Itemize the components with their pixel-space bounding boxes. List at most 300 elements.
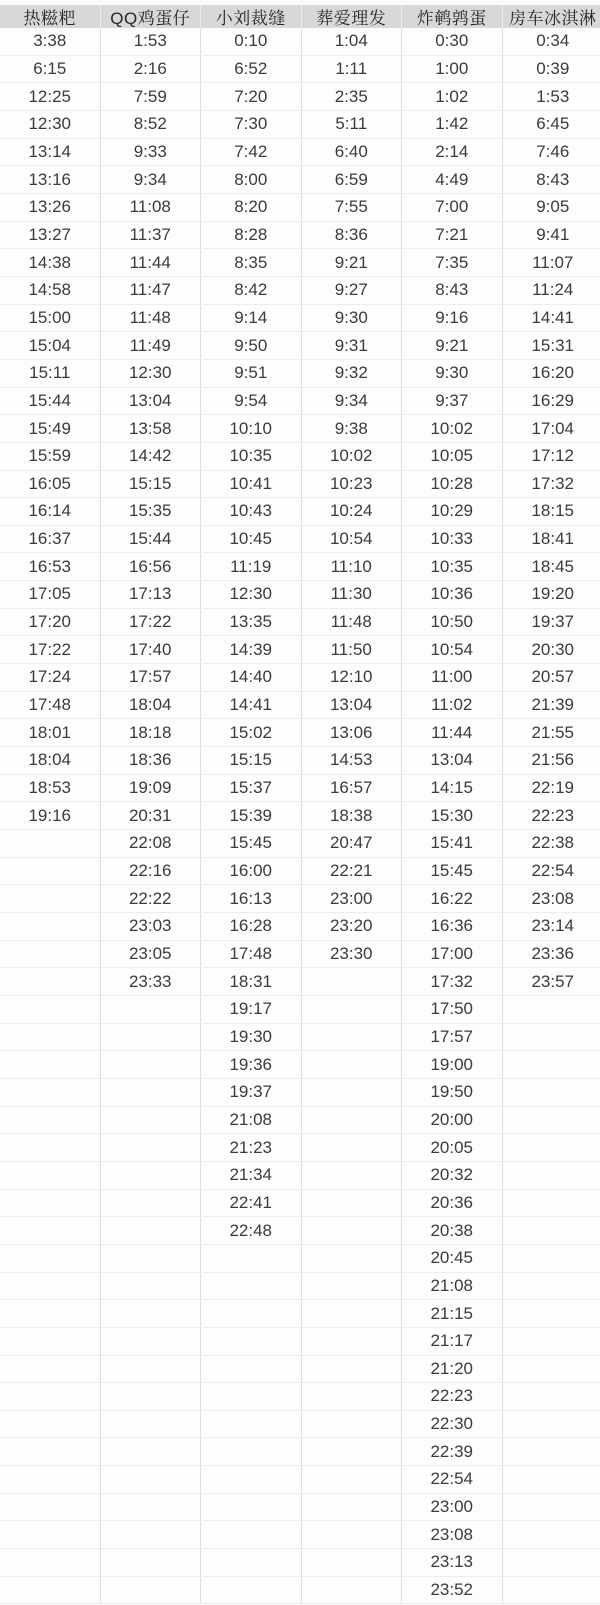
time-cell[interactable] xyxy=(302,1356,403,1383)
time-cell[interactable] xyxy=(101,1107,202,1134)
time-cell[interactable] xyxy=(503,1217,600,1244)
time-cell[interactable]: 17:32 xyxy=(402,968,503,995)
time-cell[interactable]: 19:20 xyxy=(531,584,575,604)
time-cell[interactable] xyxy=(101,1411,202,1438)
time-cell[interactable] xyxy=(302,1162,403,1189)
time-cell[interactable]: 9:50 xyxy=(201,332,302,359)
time-cell[interactable] xyxy=(0,1190,101,1217)
time-cell[interactable]: 22:08 xyxy=(101,830,202,857)
time-cell[interactable]: 7:42 xyxy=(201,139,302,166)
time-cell[interactable]: 12:10 xyxy=(302,664,403,691)
time-cell[interactable] xyxy=(101,1521,202,1548)
time-cell[interactable]: 15:00 xyxy=(0,305,101,332)
time-cell[interactable]: 11:02 xyxy=(402,692,503,719)
time-cell[interactable] xyxy=(503,1245,600,1272)
time-cell[interactable]: 17:57 xyxy=(101,664,202,691)
time-cell[interactable]: 15:59 xyxy=(0,443,101,470)
time-cell[interactable] xyxy=(503,1190,600,1217)
time-cell[interactable] xyxy=(0,1217,101,1244)
time-cell[interactable] xyxy=(0,941,101,968)
time-cell[interactable]: 10:35 xyxy=(201,443,302,470)
time-cell[interactable] xyxy=(101,1245,202,1272)
time-cell[interactable]: 22:16 xyxy=(101,858,202,885)
time-cell[interactable]: 12:30 xyxy=(0,111,101,138)
time-cell[interactable]: 16:29 xyxy=(531,390,575,410)
time-cell[interactable]: 6:40 xyxy=(302,139,403,166)
time-cell[interactable]: 8:42 xyxy=(201,277,302,304)
column-header-1[interactable]: 热糍粑 xyxy=(0,5,101,28)
time-cell[interactable]: 14:42 xyxy=(101,443,202,470)
time-cell[interactable] xyxy=(201,1438,302,1465)
time-cell[interactable]: 15:44 xyxy=(101,526,202,553)
time-cell[interactable] xyxy=(503,1024,600,1051)
time-cell[interactable]: 10:23 xyxy=(302,471,403,498)
time-cell[interactable] xyxy=(0,1328,101,1355)
time-cell[interactable] xyxy=(503,1356,600,1383)
time-cell[interactable]: 22:21 xyxy=(302,858,403,885)
time-cell[interactable]: 8:43 xyxy=(536,169,570,189)
time-cell[interactable]: 10:24 xyxy=(302,498,403,525)
time-cell[interactable]: 1:42 xyxy=(402,111,503,138)
time-cell[interactable]: 23:20 xyxy=(302,913,403,940)
time-cell[interactable]: 8:00 xyxy=(201,166,302,193)
time-cell[interactable]: 9:32 xyxy=(302,360,403,387)
column-header-6[interactable]: 房车冰淇淋 xyxy=(509,9,597,28)
time-cell[interactable] xyxy=(101,1162,202,1189)
time-cell[interactable]: 16:53 xyxy=(0,553,101,580)
time-cell[interactable] xyxy=(302,1411,403,1438)
time-cell[interactable]: 22:41 xyxy=(201,1190,302,1217)
time-cell[interactable]: 18:31 xyxy=(201,968,302,995)
time-cell[interactable]: 9:27 xyxy=(302,277,403,304)
time-cell[interactable]: 14:40 xyxy=(201,664,302,691)
time-cell[interactable]: 23:00 xyxy=(402,1494,503,1521)
time-cell[interactable] xyxy=(503,1079,600,1106)
time-cell[interactable]: 21:15 xyxy=(402,1300,503,1327)
time-cell[interactable]: 17:13 xyxy=(101,581,202,608)
time-cell[interactable]: 8:43 xyxy=(402,277,503,304)
time-cell[interactable]: 1:04 xyxy=(302,28,403,55)
time-cell[interactable]: 15:02 xyxy=(201,719,302,746)
time-cell[interactable]: 15:41 xyxy=(402,830,503,857)
time-cell[interactable]: 1:02 xyxy=(402,83,503,110)
time-cell[interactable] xyxy=(101,1134,202,1161)
time-cell[interactable]: 9:14 xyxy=(201,305,302,332)
time-cell[interactable] xyxy=(101,1466,202,1493)
time-cell[interactable]: 11:19 xyxy=(201,553,302,580)
time-cell[interactable]: 1:53 xyxy=(101,28,202,55)
time-cell[interactable]: 22:48 xyxy=(201,1217,302,1244)
column-header-5[interactable]: 炸鹌鹑蛋 xyxy=(402,5,503,28)
time-cell[interactable]: 17:00 xyxy=(402,941,503,968)
time-cell[interactable]: 14:53 xyxy=(302,747,403,774)
time-cell[interactable] xyxy=(0,1494,101,1521)
time-cell[interactable] xyxy=(503,1273,600,1300)
time-cell[interactable] xyxy=(302,1549,403,1576)
time-cell[interactable]: 15:49 xyxy=(0,415,101,442)
time-cell[interactable]: 13:27 xyxy=(0,222,101,249)
time-cell[interactable] xyxy=(201,1245,302,1272)
time-cell[interactable]: 1:11 xyxy=(302,56,403,83)
time-cell[interactable]: 16:14 xyxy=(0,498,101,525)
time-cell[interactable] xyxy=(503,1107,600,1134)
time-cell[interactable]: 10:54 xyxy=(402,636,503,663)
time-cell[interactable] xyxy=(101,1079,202,1106)
time-cell[interactable] xyxy=(101,1494,202,1521)
time-cell[interactable]: 0:10 xyxy=(201,28,302,55)
time-cell[interactable]: 22:22 xyxy=(101,885,202,912)
time-cell[interactable]: 8:36 xyxy=(302,222,403,249)
time-cell[interactable] xyxy=(0,1300,101,1327)
time-cell[interactable]: 13:26 xyxy=(0,194,101,221)
time-cell[interactable] xyxy=(503,1494,600,1521)
time-cell[interactable] xyxy=(201,1466,302,1493)
time-cell[interactable] xyxy=(201,1494,302,1521)
time-cell[interactable]: 22:23 xyxy=(402,1383,503,1410)
time-cell[interactable]: 7:46 xyxy=(536,141,570,161)
time-cell[interactable]: 9:34 xyxy=(101,166,202,193)
time-cell[interactable] xyxy=(201,1577,302,1604)
time-cell[interactable] xyxy=(0,1383,101,1410)
time-cell[interactable]: 11:37 xyxy=(101,222,202,249)
time-cell[interactable]: 20:45 xyxy=(402,1245,503,1272)
time-cell[interactable] xyxy=(302,1494,403,1521)
time-cell[interactable]: 16:22 xyxy=(402,885,503,912)
time-cell[interactable]: 7:59 xyxy=(101,83,202,110)
time-cell[interactable]: 2:35 xyxy=(302,83,403,110)
time-cell[interactable]: 15:37 xyxy=(201,775,302,802)
time-cell[interactable]: 11:44 xyxy=(402,719,503,746)
column-header-2[interactable]: QQ鸡蛋仔 xyxy=(101,5,202,28)
time-cell[interactable]: 16:28 xyxy=(201,913,302,940)
time-cell[interactable]: 20:30 xyxy=(531,639,575,659)
time-cell[interactable] xyxy=(302,1273,403,1300)
time-cell[interactable]: 9:21 xyxy=(402,332,503,359)
time-cell[interactable] xyxy=(101,1051,202,1078)
time-cell[interactable]: 23:30 xyxy=(302,941,403,968)
time-cell[interactable]: 11:07 xyxy=(532,252,574,272)
time-cell[interactable]: 0:39 xyxy=(536,58,570,78)
time-cell[interactable]: 12:30 xyxy=(101,360,202,387)
time-cell[interactable]: 10:05 xyxy=(402,443,503,470)
time-cell[interactable]: 19:50 xyxy=(402,1079,503,1106)
time-cell[interactable]: 21:08 xyxy=(402,1273,503,1300)
time-cell[interactable]: 13:04 xyxy=(101,388,202,415)
time-cell[interactable] xyxy=(0,1356,101,1383)
time-cell[interactable]: 19:37 xyxy=(531,612,575,632)
time-cell[interactable]: 10:50 xyxy=(402,609,503,636)
time-cell[interactable]: 10:33 xyxy=(402,526,503,553)
time-cell[interactable] xyxy=(201,1356,302,1383)
time-cell[interactable]: 21:08 xyxy=(201,1107,302,1134)
time-cell[interactable] xyxy=(302,1577,403,1604)
time-cell[interactable]: 5:11 xyxy=(302,111,403,138)
time-cell[interactable] xyxy=(503,1577,600,1604)
time-cell[interactable]: 18:53 xyxy=(0,775,101,802)
time-cell[interactable]: 6:45 xyxy=(536,114,570,134)
time-cell[interactable]: 17:32 xyxy=(531,473,575,493)
time-cell[interactable]: 11:48 xyxy=(101,305,202,332)
time-cell[interactable] xyxy=(302,1245,403,1272)
time-cell[interactable]: 14:38 xyxy=(0,249,101,276)
time-cell[interactable]: 20:31 xyxy=(101,802,202,829)
time-cell[interactable] xyxy=(0,968,101,995)
time-cell[interactable]: 14:41 xyxy=(201,692,302,719)
time-cell[interactable] xyxy=(101,1438,202,1465)
time-cell[interactable] xyxy=(0,1411,101,1438)
time-cell[interactable] xyxy=(101,1356,202,1383)
time-cell[interactable] xyxy=(0,1273,101,1300)
time-cell[interactable]: 21:39 xyxy=(531,695,575,715)
time-cell[interactable]: 15:45 xyxy=(402,858,503,885)
time-cell[interactable]: 16:56 xyxy=(101,553,202,580)
time-cell[interactable] xyxy=(101,1217,202,1244)
time-cell[interactable]: 17:48 xyxy=(201,941,302,968)
time-cell[interactable]: 21:17 xyxy=(402,1328,503,1355)
time-cell[interactable]: 9:41 xyxy=(536,224,570,244)
time-cell[interactable]: 6:15 xyxy=(0,56,101,83)
time-cell[interactable] xyxy=(302,1438,403,1465)
time-cell[interactable]: 16:00 xyxy=(201,858,302,885)
time-cell[interactable] xyxy=(201,1549,302,1576)
time-cell[interactable] xyxy=(201,1300,302,1327)
time-cell[interactable]: 22:54 xyxy=(402,1466,503,1493)
time-cell[interactable]: 16:37 xyxy=(0,526,101,553)
time-cell[interactable] xyxy=(201,1273,302,1300)
time-cell[interactable]: 9:37 xyxy=(402,388,503,415)
time-cell[interactable] xyxy=(503,1300,600,1327)
time-cell[interactable]: 17:22 xyxy=(0,636,101,663)
time-cell[interactable] xyxy=(101,1577,202,1604)
time-cell[interactable]: 18:01 xyxy=(0,719,101,746)
time-cell[interactable]: 20:38 xyxy=(402,1217,503,1244)
time-cell[interactable]: 21:23 xyxy=(201,1134,302,1161)
time-cell[interactable] xyxy=(101,1024,202,1051)
time-cell[interactable]: 20:05 xyxy=(402,1134,503,1161)
time-cell[interactable]: 13:58 xyxy=(101,415,202,442)
time-cell[interactable]: 13:35 xyxy=(201,609,302,636)
time-cell[interactable]: 17:04 xyxy=(531,418,575,438)
time-cell[interactable] xyxy=(302,1383,403,1410)
time-cell[interactable]: 15:35 xyxy=(101,498,202,525)
time-cell[interactable] xyxy=(503,1383,600,1410)
time-cell[interactable] xyxy=(101,1383,202,1410)
time-cell[interactable]: 19:17 xyxy=(201,996,302,1023)
time-cell[interactable]: 9:16 xyxy=(402,305,503,332)
time-cell[interactable]: 11:30 xyxy=(302,581,403,608)
time-cell[interactable]: 9:05 xyxy=(536,197,570,217)
time-cell[interactable] xyxy=(302,1079,403,1106)
time-cell[interactable]: 11:10 xyxy=(302,553,403,580)
time-cell[interactable]: 3:38 xyxy=(0,28,101,55)
time-cell[interactable] xyxy=(503,996,600,1023)
time-cell[interactable]: 23:08 xyxy=(402,1521,503,1548)
time-cell[interactable]: 8:52 xyxy=(101,111,202,138)
time-cell[interactable]: 10:02 xyxy=(302,443,403,470)
time-cell[interactable] xyxy=(503,1328,600,1355)
time-cell[interactable]: 20:47 xyxy=(302,830,403,857)
time-cell[interactable]: 16:57 xyxy=(302,775,403,802)
time-cell[interactable]: 15:44 xyxy=(0,388,101,415)
time-cell[interactable]: 19:09 xyxy=(101,775,202,802)
time-cell[interactable] xyxy=(302,996,403,1023)
time-cell[interactable]: 10:02 xyxy=(402,415,503,442)
time-cell[interactable]: 2:16 xyxy=(101,56,202,83)
time-cell[interactable]: 17:24 xyxy=(0,664,101,691)
time-cell[interactable]: 18:04 xyxy=(101,692,202,719)
time-cell[interactable]: 23:57 xyxy=(531,971,575,991)
time-cell[interactable] xyxy=(503,1521,600,1548)
time-cell[interactable] xyxy=(503,1162,600,1189)
time-cell[interactable]: 17:48 xyxy=(0,692,101,719)
time-cell[interactable]: 23:08 xyxy=(531,888,575,908)
time-cell[interactable]: 7:20 xyxy=(201,83,302,110)
time-cell[interactable] xyxy=(101,1328,202,1355)
time-cell[interactable] xyxy=(101,1300,202,1327)
time-cell[interactable] xyxy=(101,996,202,1023)
time-cell[interactable]: 2:14 xyxy=(402,139,503,166)
time-cell[interactable]: 13:04 xyxy=(302,692,403,719)
time-cell[interactable]: 10:45 xyxy=(201,526,302,553)
time-cell[interactable] xyxy=(302,1521,403,1548)
time-cell[interactable]: 10:10 xyxy=(201,415,302,442)
time-cell[interactable]: 17:12 xyxy=(531,446,575,466)
time-cell[interactable]: 8:35 xyxy=(201,249,302,276)
time-cell[interactable]: 18:36 xyxy=(101,747,202,774)
time-cell[interactable] xyxy=(302,1190,403,1217)
time-cell[interactable]: 23:05 xyxy=(101,941,202,968)
column-header-4[interactable]: 葬爱理发 xyxy=(302,5,403,28)
time-cell[interactable]: 13:06 xyxy=(302,719,403,746)
time-cell[interactable] xyxy=(503,1466,600,1493)
time-cell[interactable]: 11:47 xyxy=(101,277,202,304)
time-cell[interactable]: 18:18 xyxy=(101,719,202,746)
time-cell[interactable]: 10:54 xyxy=(302,526,403,553)
time-cell[interactable]: 15:45 xyxy=(201,830,302,857)
time-cell[interactable]: 18:38 xyxy=(302,802,403,829)
time-cell[interactable]: 17:40 xyxy=(101,636,202,663)
time-cell[interactable] xyxy=(0,1549,101,1576)
time-cell[interactable] xyxy=(201,1383,302,1410)
time-cell[interactable]: 23:33 xyxy=(101,968,202,995)
time-cell[interactable]: 0:34 xyxy=(536,31,570,51)
time-cell[interactable]: 9:31 xyxy=(302,332,403,359)
time-cell[interactable] xyxy=(0,1438,101,1465)
time-cell[interactable]: 11:08 xyxy=(101,194,202,221)
time-cell[interactable]: 21:34 xyxy=(201,1162,302,1189)
time-cell[interactable] xyxy=(302,1051,403,1078)
time-cell[interactable] xyxy=(302,1217,403,1244)
time-cell[interactable] xyxy=(0,1079,101,1106)
time-cell[interactable]: 11:49 xyxy=(101,332,202,359)
time-cell[interactable]: 7:30 xyxy=(201,111,302,138)
time-cell[interactable] xyxy=(503,1549,600,1576)
time-cell[interactable]: 9:51 xyxy=(201,360,302,387)
time-cell[interactable] xyxy=(0,885,101,912)
time-cell[interactable]: 11:50 xyxy=(302,636,403,663)
time-cell[interactable]: 9:21 xyxy=(302,249,403,276)
time-cell[interactable]: 14:41 xyxy=(531,307,575,327)
time-cell[interactable] xyxy=(101,1190,202,1217)
time-cell[interactable]: 22:38 xyxy=(531,833,575,853)
time-cell[interactable]: 15:11 xyxy=(0,360,101,387)
time-cell[interactable] xyxy=(0,1577,101,1604)
time-cell[interactable]: 14:58 xyxy=(0,277,101,304)
time-cell[interactable]: 9:38 xyxy=(302,415,403,442)
time-cell[interactable]: 15:15 xyxy=(101,471,202,498)
time-cell[interactable]: 20:57 xyxy=(531,667,575,687)
time-cell[interactable]: 23:14 xyxy=(531,916,575,936)
time-cell[interactable]: 23:36 xyxy=(531,943,575,963)
time-cell[interactable]: 10:41 xyxy=(201,471,302,498)
time-cell[interactable]: 6:59 xyxy=(302,166,403,193)
time-cell[interactable]: 21:20 xyxy=(402,1356,503,1383)
time-cell[interactable]: 18:45 xyxy=(531,556,575,576)
time-cell[interactable] xyxy=(201,1411,302,1438)
time-cell[interactable]: 4:49 xyxy=(402,166,503,193)
time-cell[interactable]: 15:39 xyxy=(201,802,302,829)
time-cell[interactable]: 19:00 xyxy=(402,1051,503,1078)
time-cell[interactable]: 17:05 xyxy=(0,581,101,608)
time-cell[interactable] xyxy=(101,1549,202,1576)
time-cell[interactable]: 1:53 xyxy=(536,86,570,106)
time-cell[interactable]: 11:24 xyxy=(532,280,574,300)
time-cell[interactable]: 7:21 xyxy=(402,222,503,249)
time-cell[interactable] xyxy=(201,1328,302,1355)
time-cell[interactable] xyxy=(302,1328,403,1355)
time-cell[interactable]: 23:52 xyxy=(402,1577,503,1604)
time-cell[interactable]: 17:50 xyxy=(402,996,503,1023)
time-cell[interactable]: 14:15 xyxy=(402,775,503,802)
time-cell[interactable]: 10:35 xyxy=(402,553,503,580)
time-cell[interactable]: 22:19 xyxy=(531,778,575,798)
time-cell[interactable] xyxy=(0,1521,101,1548)
time-cell[interactable] xyxy=(0,1051,101,1078)
time-cell[interactable]: 17:20 xyxy=(0,609,101,636)
time-cell[interactable] xyxy=(0,1466,101,1493)
time-cell[interactable]: 20:32 xyxy=(402,1162,503,1189)
time-cell[interactable] xyxy=(0,913,101,940)
time-cell[interactable] xyxy=(302,1024,403,1051)
time-cell[interactable]: 18:15 xyxy=(531,501,575,521)
time-cell[interactable]: 7:55 xyxy=(302,194,403,221)
time-cell[interactable]: 21:55 xyxy=(531,722,575,742)
time-cell[interactable] xyxy=(0,1107,101,1134)
time-cell[interactable] xyxy=(201,1521,302,1548)
time-cell[interactable]: 15:31 xyxy=(531,335,575,355)
time-cell[interactable]: 11:48 xyxy=(302,609,403,636)
time-cell[interactable]: 16:36 xyxy=(402,913,503,940)
time-cell[interactable]: 22:23 xyxy=(531,805,575,825)
time-cell[interactable]: 18:41 xyxy=(531,529,575,549)
time-cell[interactable] xyxy=(302,1107,403,1134)
time-cell[interactable] xyxy=(503,1134,600,1161)
time-cell[interactable] xyxy=(0,858,101,885)
time-cell[interactable]: 9:30 xyxy=(302,305,403,332)
time-cell[interactable]: 12:30 xyxy=(201,581,302,608)
time-cell[interactable]: 19:30 xyxy=(201,1024,302,1051)
time-cell[interactable] xyxy=(503,1051,600,1078)
time-cell[interactable]: 19:37 xyxy=(201,1079,302,1106)
time-cell[interactable]: 22:54 xyxy=(531,861,575,881)
time-cell[interactable] xyxy=(302,1300,403,1327)
time-cell[interactable]: 18:04 xyxy=(0,747,101,774)
time-cell[interactable]: 1:00 xyxy=(402,56,503,83)
time-cell[interactable] xyxy=(0,1024,101,1051)
time-cell[interactable]: 13:04 xyxy=(402,747,503,774)
time-cell[interactable]: 8:20 xyxy=(201,194,302,221)
time-cell[interactable] xyxy=(0,1134,101,1161)
